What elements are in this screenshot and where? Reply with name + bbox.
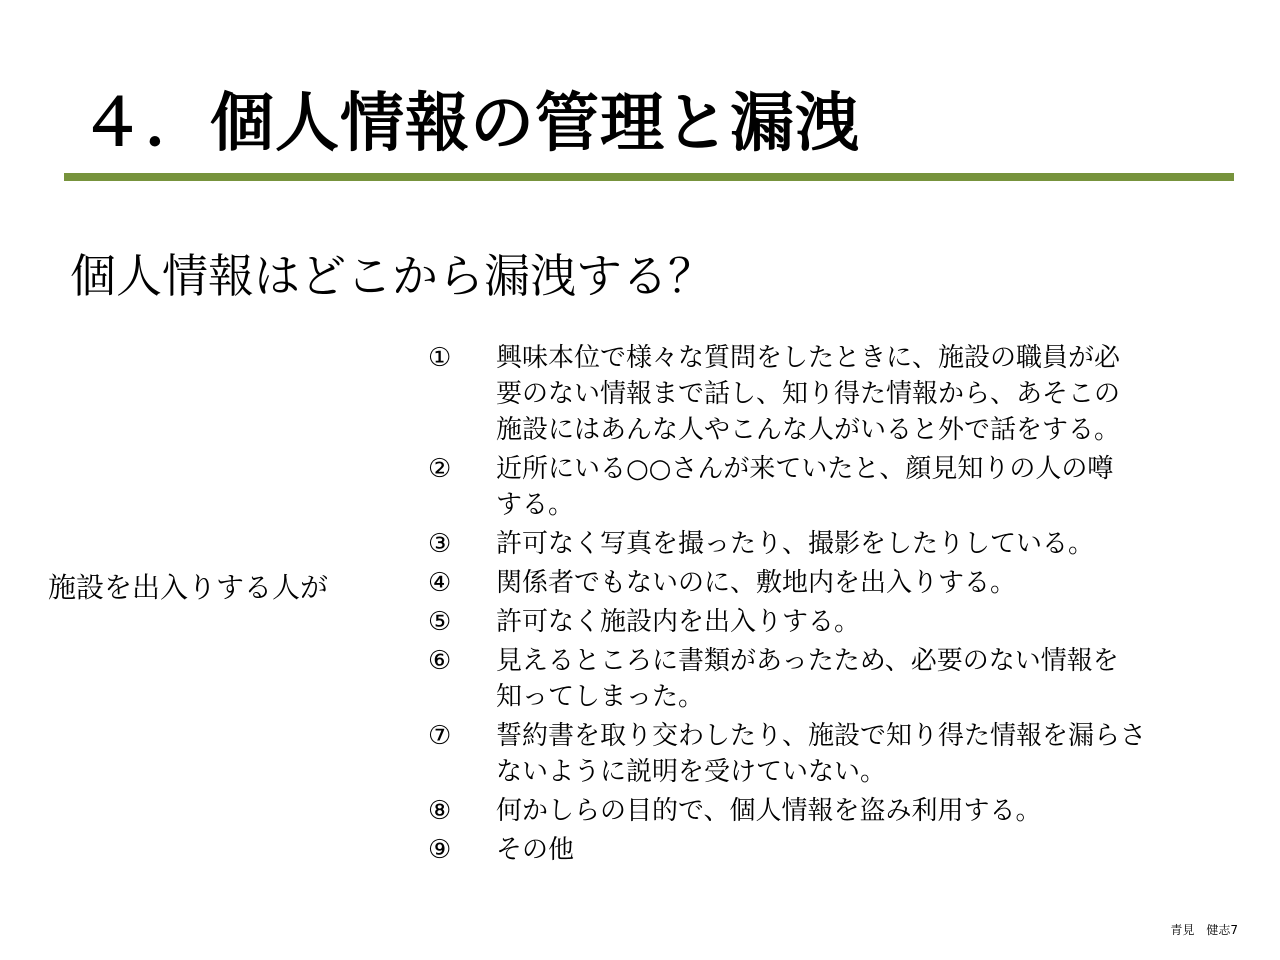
left-label: 施設を出入りする人が	[48, 571, 329, 604]
item-text-line: 施設にはあんな人やこんな人がいると外で話をする。	[496, 415, 1121, 445]
item-text-line: 許可なく写真を撮ったり、撮影をしたりしている。	[496, 529, 1095, 559]
item-text	[496, 832, 1228, 868]
list-item	[428, 718, 1228, 790]
item-text-line: する。	[496, 490, 575, 520]
item-text	[496, 793, 1228, 829]
item-number: ②	[428, 454, 452, 484]
item-number: ③	[428, 529, 452, 559]
item-text-line: その他	[496, 835, 575, 865]
slide-subtitle: 個人情報はどこから漏洩する？	[70, 249, 714, 303]
list-item	[428, 643, 1228, 715]
item-number: ④	[428, 568, 452, 598]
numbered-list	[428, 340, 1228, 871]
item-text-line: 見えるところに書類があったため、必要のない情報を	[496, 646, 1119, 676]
item-text	[496, 565, 1228, 601]
item-text-line: 許可なく施設内を出入りする。	[496, 607, 861, 637]
item-number: ⑥	[428, 646, 452, 676]
item-number: ⑤	[428, 607, 452, 637]
item-text-line: 要のない情報まで話し、知り得た情報から、あそこの	[496, 379, 1121, 409]
item-text-line: 興味本位で様々な質問をしたときに、施設の職員が必	[496, 343, 1121, 373]
item-text-line: 関係者でもないのに、敷地内を出入りする。	[496, 568, 1017, 598]
list-item	[428, 526, 1228, 562]
item-text-line: 知ってしまった。	[496, 682, 705, 712]
item-number: ⑦	[428, 721, 452, 751]
item-text	[496, 340, 1228, 448]
list-item	[428, 340, 1228, 448]
item-text	[496, 643, 1228, 715]
list-item	[428, 565, 1228, 601]
item-number: ⑧	[428, 796, 452, 826]
slide-title: ４．個人情報の管理と漏洩	[80, 87, 860, 161]
item-number: ①	[428, 343, 452, 373]
list-item	[428, 793, 1228, 829]
item-text	[496, 604, 1228, 640]
item-text	[496, 526, 1228, 562]
item-text-line: 誓約書を取り交わしたり、施設で知り得た情報を漏らさ	[496, 721, 1147, 751]
item-text	[496, 451, 1228, 523]
title-underline	[64, 173, 1234, 181]
item-text-line: ないように説明を受けていない。	[496, 757, 887, 787]
item-text-line: 何かしらの目的で、個人情報を盗み利用する。	[496, 796, 1042, 826]
footer-author-page: 青見 健志7	[1170, 923, 1238, 937]
list-item	[428, 832, 1228, 868]
list-item	[428, 604, 1228, 640]
list-item	[428, 451, 1228, 523]
item-text-line: 近所にいる○○さんが来ていたと、顔見知りの人の噂	[496, 454, 1114, 484]
item-number: ⑨	[428, 835, 452, 865]
item-text	[496, 718, 1228, 790]
